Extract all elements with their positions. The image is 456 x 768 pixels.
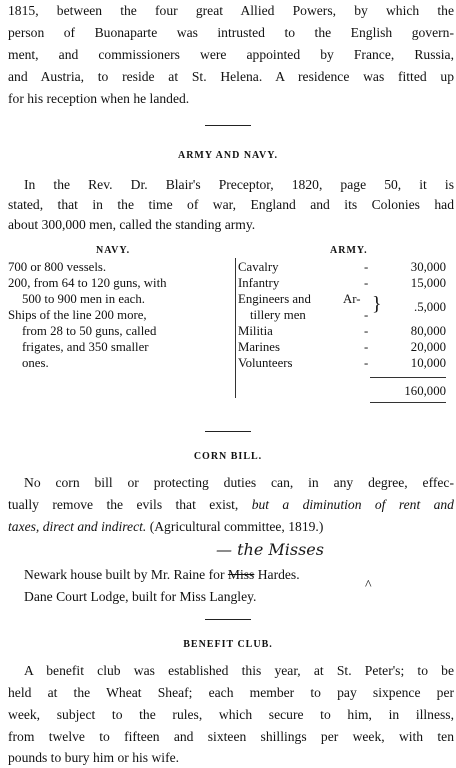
army-dash: - [364, 324, 369, 338]
corn-bill-text: tually remove the evils that exist, [8, 497, 252, 512]
army-row [236, 275, 446, 291]
army-dash: - [364, 260, 369, 274]
army-column-heading: ARMY. [330, 245, 368, 256]
army-row [236, 339, 446, 355]
army-label: tillery men [250, 308, 306, 322]
benefit-club-line: A benefit club was established this year, at St. Peter's; to be [24, 663, 454, 678]
army-row [236, 259, 446, 275]
army-row [236, 355, 446, 371]
army-dash: Ar- [343, 292, 361, 306]
intro-line: ment, and commissioners were appointed by France, Russia, [8, 47, 454, 62]
corn-bill-text: (Agricultural committee, 1819.) [146, 519, 324, 534]
section-divider [205, 125, 251, 126]
dane-line: Dane Court Lodge, built for Miss Langley. [24, 589, 257, 604]
army-label: Engineers and [238, 292, 311, 306]
army-navy-line: In the Rev. Dr. Blair's Preceptor, 1820, page 50, it is [24, 177, 454, 192]
army-navy-line: about 300,000 men, called the standing army. [8, 217, 256, 232]
navy-line: frigates, and 350 smaller [22, 340, 149, 354]
army-value: 10,000 [410, 356, 446, 370]
navy-column-heading: NAVY. [96, 245, 131, 256]
insertion-caret: ^ [365, 578, 372, 593]
army-dash: - [364, 308, 369, 322]
section-divider [205, 619, 251, 620]
army-label: Volunteers [238, 356, 293, 370]
navy-line: ones. [22, 356, 49, 370]
army-total-row [236, 383, 446, 399]
total-rule [370, 402, 446, 403]
benefit-club-line: week, subject to the rules, which secure to him, in illness, [8, 707, 454, 722]
corn-bill-line [8, 496, 454, 514]
army-label: Cavalry [238, 260, 279, 274]
section-heading-corn-bill: CORN BILL. [193, 451, 263, 462]
benefit-club-line: pounds to bury him or his wife. [8, 750, 180, 765]
navy-line: Ships of the line 200 more, [8, 308, 147, 322]
navy-line: 700 or 800 vessels. [8, 260, 107, 274]
benefit-club-line: held at the Wheat Sheaf; each member to pay sixpence per [8, 685, 454, 700]
army-value: 80,000 [410, 324, 446, 338]
newark-text: Newark house built by Mr. Raine for [24, 567, 228, 582]
intro-line: 1815, between the four great Allied Powers, by which the [8, 3, 454, 18]
army-table [236, 259, 446, 371]
army-value: 30,000 [410, 260, 446, 274]
army-value: .5,000 [414, 300, 446, 314]
section-heading-army-navy: ARMY AND NAVY. [177, 150, 279, 161]
army-dash: - [364, 340, 369, 354]
brace-mark: } [372, 293, 382, 315]
army-row [236, 291, 446, 314]
navy-list [8, 259, 167, 371]
newark-text: Hardes. [254, 567, 300, 582]
corn-bill-italic: but a diminution of rent and [251, 497, 454, 512]
struck-word: Miss [227, 567, 255, 582]
intro-line: for his reception when he landed. [8, 91, 190, 106]
navy-line: 200, from 64 to 120 guns, with [8, 276, 167, 290]
corn-bill-line [8, 518, 454, 536]
army-value: 20,000 [410, 340, 446, 354]
army-label: Militia [238, 324, 273, 338]
handwritten-annotation: — the Misses [216, 540, 324, 559]
army-value: 15,000 [410, 276, 446, 290]
army-row [236, 307, 446, 323]
intro-line: person of Buonaparte was intrusted to the English govern- [8, 25, 454, 40]
corn-bill-line: No corn bill or protecting duties can, in any degree, effec- [24, 475, 454, 490]
navy-line: 500 to 900 men in each. [22, 292, 145, 306]
army-label: Marines [238, 340, 280, 354]
army-dash: - [364, 356, 369, 370]
section-heading-benefit-club: BENEFIT CLUB. [183, 639, 273, 650]
benefit-club-line: from twelve to fifteen and sixteen shillings per week, with ten [8, 729, 454, 744]
intro-line: and Austria, to reside at St. Helena. A residence was fitted up [8, 69, 454, 84]
army-navy-line: stated, that in the time of war, England and its Colonies had [8, 197, 454, 212]
corn-bill-italic: taxes, direct and indirect. [8, 519, 147, 534]
section-divider [205, 431, 251, 432]
navy-line: from 28 to 50 guns, called [22, 324, 157, 338]
army-label: Infantry [238, 276, 280, 290]
army-row [236, 323, 446, 339]
total-rule [370, 377, 446, 378]
newark-line [24, 566, 444, 584]
army-total-value: 160,000 [404, 384, 446, 398]
army-dash: - [364, 276, 369, 290]
